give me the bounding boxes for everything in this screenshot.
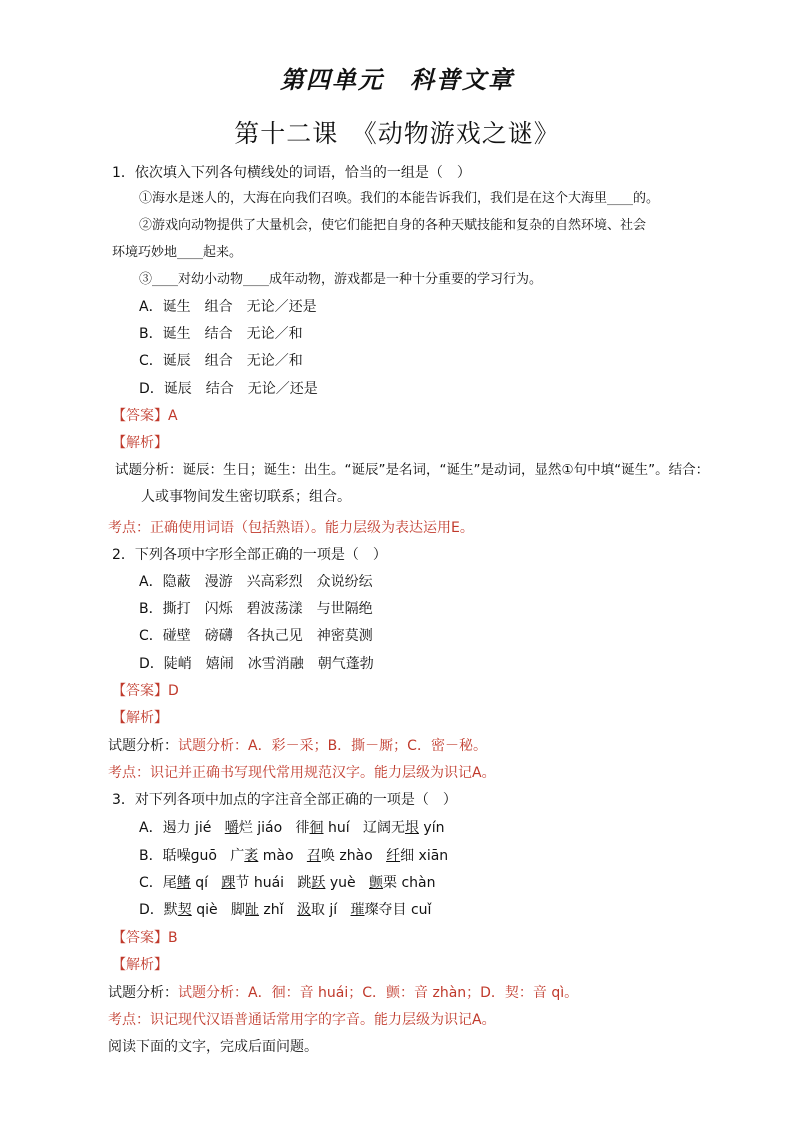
option-word: 徘 bbox=[295, 820, 310, 836]
option-word: 辽阔无 bbox=[362, 820, 405, 836]
question-1-option-d: D．诞辰 结合 无论／还是 bbox=[139, 381, 318, 397]
question-1-sentence-1: ①海水是迷人的，大海在向我们召唤。我们的本能告诉我们，我们是在这个大海里____的。 bbox=[139, 191, 660, 206]
dotted-char: 鳍 bbox=[176, 875, 191, 891]
dotted-char: 趾 bbox=[244, 902, 259, 918]
option-word: 脚 bbox=[230, 902, 245, 918]
question-3-option-c bbox=[139, 874, 435, 892]
question-2-option-d: D．陡峭 嬉闹 冰雪消融 朝气蓬勃 bbox=[139, 656, 374, 672]
question-1-answer: 【答案】A bbox=[112, 408, 178, 424]
option-word: 栗 chàn bbox=[383, 875, 436, 891]
reading-instruction: 阅读下面的文字，完成后面问题。 bbox=[108, 1039, 318, 1055]
question-3-option-a bbox=[139, 819, 444, 837]
dotted-char: 颤 bbox=[369, 875, 383, 891]
option-word: 聒噪ɡuō bbox=[162, 848, 217, 864]
option-word: huí bbox=[323, 820, 350, 836]
question-3-stem: 3．对下列各项中加点的字注音全部正确的一项是（ ） bbox=[112, 792, 457, 808]
option-prefix: A． bbox=[139, 820, 163, 836]
question-2-option-a: A．隐蔽 漫游 兴高彩烈 众说纷纭 bbox=[139, 574, 373, 590]
option-word: zhǐ bbox=[258, 902, 284, 918]
dotted-char: 踝 bbox=[221, 875, 236, 891]
question-1-option-b: B．诞生 结合 无论／和 bbox=[139, 326, 303, 342]
question-2-analysis-label-text: 试题分析： bbox=[108, 738, 178, 754]
question-2-analysis bbox=[108, 737, 487, 755]
question-3-point: 考点：识记现代汉语普通话常用字的字音。能力层级为识记A。 bbox=[108, 1012, 496, 1028]
dotted-char: 召 bbox=[306, 848, 321, 864]
unit-title: 第四单元 科普文章 bbox=[280, 65, 514, 94]
option-prefix: D． bbox=[139, 902, 164, 918]
option-word: 节 huái bbox=[235, 875, 285, 891]
question-1-sentence-2-continued: 环境巧妙地____起来。 bbox=[112, 245, 243, 260]
dotted-char: 璀 bbox=[350, 902, 365, 918]
option-prefix: B． bbox=[139, 848, 163, 864]
option-word: 取 jí bbox=[310, 902, 338, 918]
option-word: 璨夺目 cuǐ bbox=[364, 902, 432, 918]
option-word: 跳 bbox=[297, 875, 312, 891]
option-word: qí bbox=[190, 875, 209, 891]
question-3-analysis-label-text: 试题分析： bbox=[108, 985, 178, 1001]
option-word: yuè bbox=[325, 875, 356, 891]
dotted-char: 契 bbox=[177, 902, 192, 918]
question-2-point: 考点：识记并正确书写现代常用规范汉字。能力层级为识记A。 bbox=[108, 765, 496, 781]
option-prefix: C． bbox=[139, 875, 163, 891]
question-1-analysis-continued: 人或事物间发生密切联系；组合。 bbox=[141, 489, 351, 505]
dotted-char: 纤 bbox=[386, 848, 401, 864]
option-word: 唤 zhào bbox=[320, 848, 373, 864]
dotted-char: 垠 bbox=[404, 820, 419, 836]
option-word: 细 xiān bbox=[400, 848, 449, 864]
option-word: 遏力 jié bbox=[162, 820, 212, 836]
question-1-sentence-3: ③____对幼小动物____成年动物，游戏都是一种十分重要的学习行为。 bbox=[139, 272, 543, 287]
dotted-char: 跃 bbox=[311, 875, 326, 891]
question-3-answer: 【答案】B bbox=[112, 930, 178, 946]
question-1-stem: 1．依次填入下列各句横线处的词语，恰当的一组是（ ） bbox=[112, 165, 471, 181]
question-1-option-a: A．诞生 组合 无论／还是 bbox=[139, 299, 317, 315]
option-word: qiè bbox=[191, 902, 218, 918]
question-1-option-c: C．诞辰 组合 无论／和 bbox=[139, 353, 303, 369]
question-3-option-b bbox=[139, 847, 448, 865]
question-3-analysis-detail: 试题分析：A．徊：音 huái；C．颤：音 zhàn；D．契：音 qì。 bbox=[178, 985, 579, 1001]
question-3-analysis bbox=[108, 984, 578, 1002]
option-word: 烂 jiáo bbox=[238, 820, 283, 836]
question-2-analysis-label: 【解析】 bbox=[112, 710, 168, 726]
question-1-sentence-2: ②游戏向动物提供了大量机会，使它们能把自身的各种天赋技能和复杂的自然环境、社会 bbox=[139, 218, 647, 233]
question-2-stem: 2．下列各项中字形全部正确的一项是（ ） bbox=[112, 547, 387, 563]
dotted-char: 徊 bbox=[309, 820, 324, 836]
option-word: 尾 bbox=[162, 875, 177, 891]
question-2-option-c: C．碰壁 磅礴 各执己见 神密莫测 bbox=[139, 628, 373, 644]
dotted-char: 嚼 bbox=[224, 820, 239, 836]
option-word: 默 bbox=[163, 902, 178, 918]
option-word: yín bbox=[418, 820, 445, 836]
option-word: mào bbox=[258, 848, 294, 864]
question-2-option-b: B．撕打 闪烁 碧波荡漾 与世隔绝 bbox=[139, 601, 373, 617]
option-word: 广 bbox=[230, 848, 245, 864]
question-1-analysis-label: 【解析】 bbox=[112, 435, 168, 451]
lesson-title: 第十二课 《动物游戏之谜》 bbox=[234, 119, 560, 148]
question-3-option-d bbox=[139, 901, 431, 919]
question-2-analysis-detail: 试题分析：A．彩－采；B．撕－厮；C．密－秘。 bbox=[178, 738, 487, 754]
question-2-answer: 【答案】D bbox=[112, 683, 179, 699]
dotted-char: 袤 bbox=[244, 848, 259, 864]
question-1-point: 考点：正确使用词语（包括熟语）。能力层级为表达运用E。 bbox=[108, 520, 474, 536]
question-3-analysis-label: 【解析】 bbox=[112, 957, 168, 973]
dotted-char: 汲 bbox=[296, 902, 311, 918]
question-1-analysis: 试题分析：诞辰：生日；诞生：出生。“诞辰”是名词，“诞生”是动词，显然①句中填“诞生”。结合： bbox=[115, 462, 710, 478]
